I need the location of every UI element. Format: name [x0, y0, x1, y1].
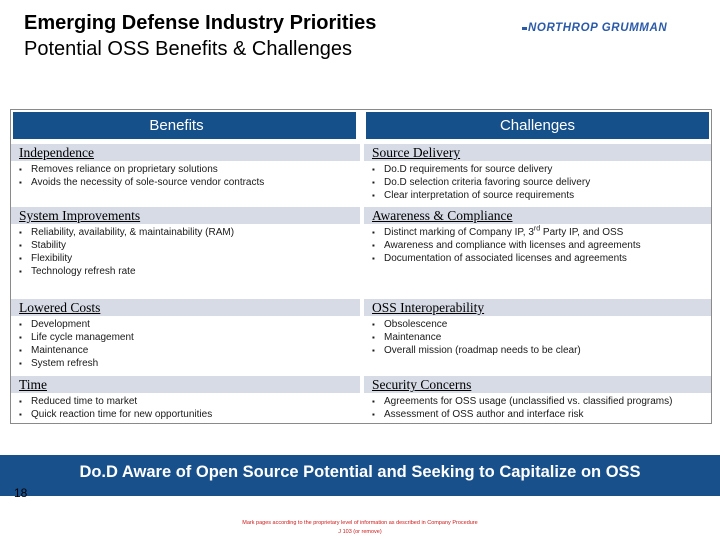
bullet-list	[19, 395, 212, 421]
bullet-list	[372, 226, 641, 265]
list-item: ▪ Documentation of associated licenses and agreements	[372, 253, 627, 264]
list-item: ▪ Reduced time to market	[19, 396, 138, 407]
square-bullet-icon: ▪	[372, 333, 375, 342]
list-item: ▪ Quick reaction time for new opportunities	[19, 409, 213, 420]
square-bullet-icon: ▪	[19, 178, 22, 187]
square-bullet-icon: ▪	[372, 241, 375, 250]
list-item: ▪ Maintenance	[372, 332, 442, 343]
square-bullet-icon: ▪	[372, 178, 375, 187]
list-item: ▪ Maintenance	[19, 345, 89, 356]
square-bullet-icon: ▪	[372, 346, 375, 355]
list-item: ▪ Assessment of OSS author and interface risk	[372, 409, 584, 420]
square-bullet-icon: ▪	[19, 333, 22, 342]
square-bullet-icon: ▪	[19, 254, 22, 263]
list-item: ▪ Obsolescence	[372, 319, 448, 330]
square-bullet-icon: ▪	[19, 320, 22, 329]
bullet-list	[19, 318, 134, 370]
square-bullet-icon: ▪	[19, 267, 22, 276]
benefits-challenges-table	[10, 109, 712, 424]
challenges-header-label: Challenges	[499, 117, 576, 134]
square-bullet-icon: ▪	[19, 346, 22, 355]
bullet-list	[19, 226, 234, 278]
list-item: ▪ Do.D selection criteria favoring source delivery	[372, 177, 591, 188]
square-bullet-icon: ▪	[372, 410, 375, 419]
list-item: ▪ Distinct marking of Company IP, 3rd Party IP, and OSS	[372, 225, 624, 238]
logo-bar-icon	[522, 27, 527, 30]
square-bullet-icon: ▪	[372, 228, 375, 237]
square-bullet-icon: ▪	[372, 165, 375, 174]
list-item: ▪ Awareness and compliance with licenses and agreements	[372, 240, 641, 251]
category-bar	[11, 376, 360, 393]
square-bullet-icon: ▪	[19, 410, 22, 419]
list-item: ▪ Life cycle management	[19, 332, 134, 343]
title-line-2: Potential OSS Benefits & Challenges	[24, 38, 352, 60]
list-item: ▪ Flexibility	[19, 253, 73, 264]
list-item: ▪ Agreements for OSS usage (unclassified vs. classified programs)	[372, 396, 673, 407]
square-bullet-icon: ▪	[19, 359, 22, 368]
category-title: System Improvements	[19, 208, 141, 223]
title-line-1: Emerging Defense Industry Priorities	[24, 12, 377, 34]
benefits-header	[13, 112, 356, 139]
list-item: ▪ Clear interpretation of source requirements	[372, 190, 575, 201]
list-item: ▪ Avoids the necessity of sole-source vendor contracts	[19, 177, 265, 188]
logo-text: NORTHROP GRUMMAN	[528, 22, 668, 34]
square-bullet-icon: ▪	[19, 241, 22, 250]
bullet-list	[372, 395, 672, 421]
slide-number: 18	[14, 486, 28, 500]
category-title: Security Concerns	[372, 377, 472, 392]
list-item: ▪ Development	[19, 319, 90, 330]
bullet-list	[19, 163, 264, 189]
square-bullet-icon: ▪	[372, 320, 375, 329]
list-item: ▪ Overall mission (roadmap needs to be clear)	[372, 345, 581, 356]
list-item: ▪ Stability	[19, 240, 67, 251]
slide-title	[24, 10, 494, 62]
proprietary-footer	[190, 519, 530, 537]
square-bullet-icon: ▪	[19, 397, 22, 406]
challenges-header	[366, 112, 709, 139]
square-bullet-icon: ▪	[19, 165, 22, 174]
category-title: Source Delivery	[372, 145, 461, 160]
square-bullet-icon: ▪	[372, 254, 375, 263]
bullet-list	[372, 163, 590, 202]
square-bullet-icon: ▪	[372, 397, 375, 406]
category-title: OSS Interoperability	[372, 300, 485, 315]
list-item: ▪ System refresh	[19, 358, 99, 369]
northrop-grumman-logo	[522, 22, 668, 40]
list-item: ▪ Removes reliance on proprietary solutions	[19, 164, 218, 175]
footer-line-2: J 103 (or remove)	[338, 529, 382, 535]
list-item: ▪ Technology refresh rate	[19, 266, 136, 277]
superscript: rd	[533, 225, 541, 233]
square-bullet-icon: ▪	[372, 191, 375, 200]
category-title: Time	[19, 377, 48, 392]
bullet-list	[372, 318, 581, 357]
benefits-header-label: Benefits	[149, 117, 204, 134]
list-item: ▪ Reliability, availability, & maintainability (RAM)	[19, 227, 235, 238]
category-title: Independence	[19, 145, 94, 160]
list-item: ▪ Do.D requirements for source delivery	[372, 164, 553, 175]
footer-line-1: Mark pages according to the proprietary level of information as described in Company Procedure	[242, 520, 478, 526]
conclusion-banner: Do.D Aware of Open Source Potential and Seeking to Capitalize on OSS	[0, 455, 720, 496]
category-title: Awareness & Compliance	[372, 208, 513, 223]
square-bullet-icon: ▪	[19, 228, 22, 237]
category-title: Lowered Costs	[19, 300, 101, 315]
